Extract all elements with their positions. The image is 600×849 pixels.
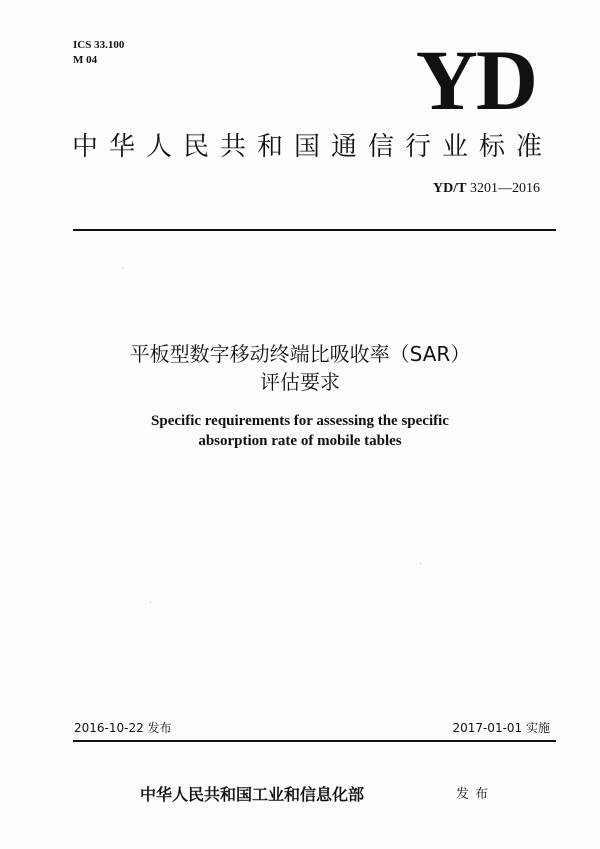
title-english-line1: Specific requirements for assessing the specific xyxy=(151,413,449,429)
title-chinese-line1: 平板型数字移动终端比吸收率（SAR） xyxy=(129,342,471,366)
publisher-name: 中华人民共和国工业和信息化部 xyxy=(140,785,365,804)
scan-speck xyxy=(122,268,123,269)
standard-number-value: 3201—2016 xyxy=(470,181,540,196)
publish-label: 发布 xyxy=(456,787,495,802)
title-chinese-line2: 评估要求 xyxy=(260,370,340,394)
yd-logo: YD xyxy=(415,32,536,128)
top-divider xyxy=(73,229,556,231)
scan-speck xyxy=(420,563,421,564)
classification-block xyxy=(73,38,124,68)
ics-code: ICS 33.100 xyxy=(73,39,125,51)
standard-number-prefix: YD/T xyxy=(433,181,467,196)
effective-date: 2017-01-01 实施 xyxy=(452,721,550,735)
class-code: M 04 xyxy=(73,54,98,66)
standard-category: 中华人民共和国通信行业标准 xyxy=(72,132,554,162)
bottom-divider xyxy=(73,740,556,742)
scan-speck xyxy=(150,602,151,603)
standard-number xyxy=(433,180,540,198)
title-english-line2: absorption rate of mobile tables xyxy=(198,433,402,449)
release-date: 2016-10-22 发布 xyxy=(74,721,172,735)
